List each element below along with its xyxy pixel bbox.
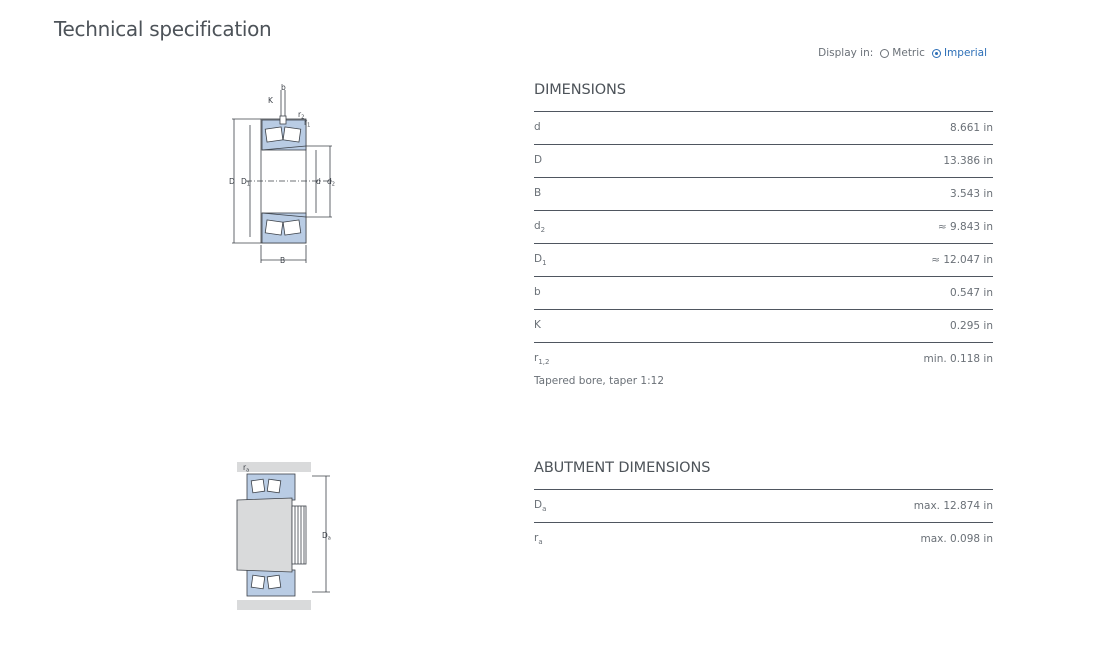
row-symbol: $r_{1,2}$ (534, 351, 550, 367)
metric-radio-option[interactable] (880, 47, 925, 59)
label-ra: $r_a$ (243, 463, 250, 474)
table-row (534, 343, 993, 375)
abutment-diagram (232, 458, 352, 613)
row-value: 8.661 in (950, 122, 993, 134)
display-in-label: Display in: (818, 47, 874, 59)
metric-label[interactable]: Metric (892, 47, 925, 59)
dimensions-section (534, 81, 993, 387)
table-row (534, 523, 993, 555)
row-value: ≈ 12.047 in (931, 254, 993, 266)
row-value: max. 12.874 in (913, 500, 993, 512)
row-symbol: D (534, 153, 543, 166)
label-r1: $r_1$ (304, 118, 311, 129)
label-K: K (268, 96, 273, 105)
imperial-radio-icon[interactable] (932, 49, 941, 58)
dimensions-heading: DIMENSIONS (534, 82, 626, 98)
metric-radio-icon[interactable] (880, 49, 889, 58)
label-D1: $D_1$ (241, 177, 250, 188)
label-b: b (281, 83, 286, 92)
abutment-table (534, 489, 993, 555)
label-B: B (280, 256, 286, 265)
row-symbol: K (534, 318, 541, 331)
table-row (534, 244, 993, 277)
row-symbol: $r_a$ (534, 531, 543, 547)
table-row (534, 178, 993, 211)
table-row (534, 490, 993, 523)
table-row (534, 112, 993, 145)
label-D: D (229, 177, 235, 186)
row-value: ≈ 9.843 in (937, 221, 993, 233)
label-Da: $D_a$ (322, 531, 331, 542)
table-row (534, 310, 993, 343)
abutment-heading: ABUTMENT DIMENSIONS (534, 460, 711, 476)
label-d: d (316, 177, 321, 186)
label-r2: $r_2$ (298, 110, 305, 121)
row-symbol: $D_1$ (534, 252, 547, 268)
table-row (534, 211, 993, 244)
row-value: 3.543 in (950, 188, 993, 200)
row-symbol: $D_a$ (534, 498, 547, 514)
page-title: Technical specification (54, 17, 272, 41)
label-d2: $d_2$ (327, 177, 335, 188)
row-value: 13.386 in (943, 155, 993, 167)
bearing-dimensions-diagram (226, 80, 346, 270)
row-symbol: d (534, 120, 541, 133)
table-row (534, 277, 993, 310)
row-symbol: b (534, 285, 541, 298)
row-value: 0.295 in (950, 320, 993, 332)
row-value: 0.547 in (950, 287, 993, 299)
abutment-section (534, 459, 993, 555)
dimensions-table (534, 111, 993, 375)
row-value: min. 0.118 in (923, 353, 993, 365)
row-value: max. 0.098 in (920, 533, 993, 545)
row-symbol: $d_2$ (534, 219, 546, 235)
imperial-radio-option[interactable] (932, 47, 987, 59)
display-unit-toggle (818, 47, 987, 59)
imperial-label[interactable]: Imperial (943, 47, 987, 59)
row-symbol: B (534, 186, 542, 199)
table-row (534, 145, 993, 178)
bore-note: Tapered bore, taper 1:12 (534, 375, 665, 387)
